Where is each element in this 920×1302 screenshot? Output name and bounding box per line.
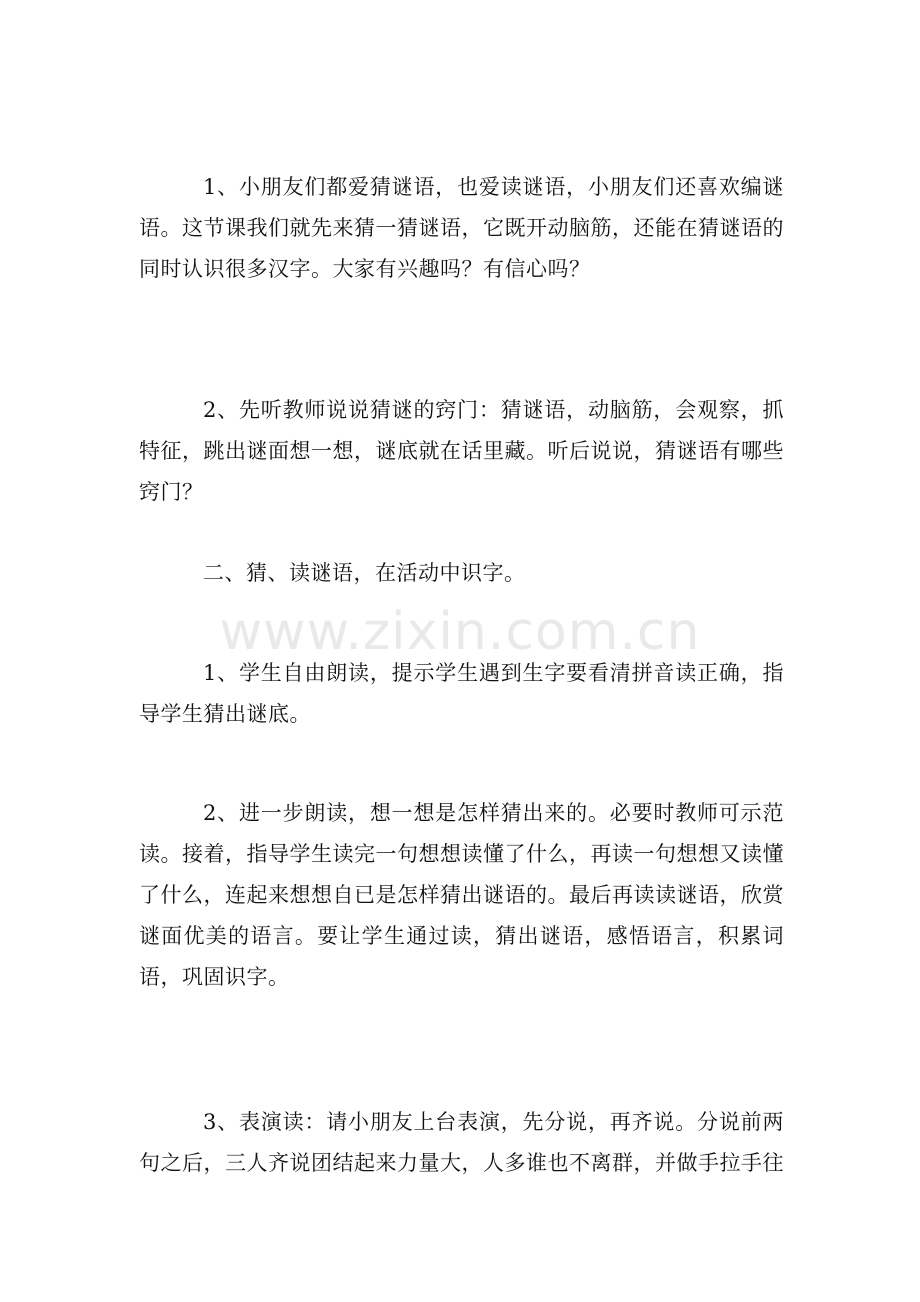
- paragraph-free-reading: 1、学生自由朗读，提示学生遇到生字要看清拼音读正确，指导学生猜出谜底。: [139, 661, 784, 726]
- paragraph-riddle-tips: 2、先听教师说说猜谜的窍门：猜谜语，动脑筋，会观察，抓特征，跳出谜面想一想，谜底就在话里藏。听后说说，猜谜语有哪些窍门？: [139, 398, 784, 504]
- watermark: www.zixin.com.cn: [219, 602, 701, 662]
- section-heading-guess-read: 二、猜、读谜语，在活动中识字。: [203, 561, 526, 585]
- paragraph-further-reading: 2、进一步朗读，想一想是怎样猜出来的。必要时教师可示范读。接着，指导学生读完一句想想读懂了什么，再读一句想想又读懂了什么，连起来想想自已是怎样猜出谜语的。最后再读读谜语，欣赏谜面优美的语言。要让学生通过读，猜出谜语，感悟语言，积累词语，巩固识字。: [139, 801, 784, 989]
- paragraph-performance-reading: 3、表演读：请小朋友上台表演，先分说，再齐说。分说前两句之后，三人齐说团结起来力量大，人多谁也不离群，并做手拉手往: [139, 1110, 784, 1175]
- paragraph-intro-riddles: 1、小朋友们都爱猜谜语，也爱读谜语，小朋友们还喜欢编谜语。这节课我们就先来猜一猜谜语，它既开动脑筋，还能在猜谜语的同时认识很多汉字。大家有兴趣吗？有信心吗？: [139, 175, 784, 281]
